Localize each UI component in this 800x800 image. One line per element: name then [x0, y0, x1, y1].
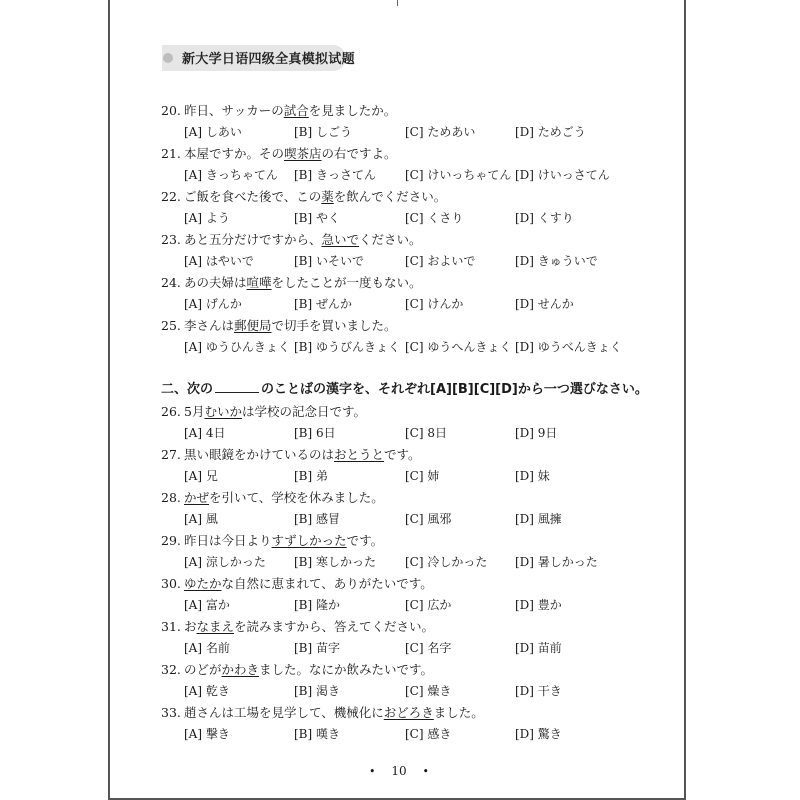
question-stem [161, 447, 421, 463]
top-crop-mark [397, 0, 398, 6]
question-stem [161, 318, 397, 334]
answer-option: [D] 干き [515, 684, 562, 698]
answer-option: [C] 広か [405, 598, 452, 612]
underlined-word: 試合 [283, 103, 309, 118]
answer-option: [B] 6日 [294, 426, 336, 440]
question-text-after: を見ましたか。 [308, 103, 397, 118]
underlined-word: なまえ [196, 619, 235, 634]
question-number: 20. [161, 103, 181, 118]
question-text-before: あと五分だけですから、 [184, 232, 322, 247]
answer-option: [A] 乾き [184, 684, 230, 698]
answer-option: [B] 感冒 [294, 512, 340, 526]
answer-option: [C] けんか [405, 297, 464, 311]
answer-option: [A] よう [184, 211, 230, 225]
answer-option: [C] 名字 [405, 641, 452, 655]
answer-option: [D] くすり [515, 211, 574, 225]
answer-option: [C] 冷しかった [405, 555, 488, 569]
answer-option: [B] 嘆き [294, 727, 340, 741]
question-number: 24. [161, 275, 181, 290]
answer-option: [D] 驚き [515, 727, 562, 741]
answer-option: [D] 9日 [515, 426, 558, 440]
answer-option: [A] しあい [184, 125, 242, 139]
question-text-before: ご飯を食べた後で、この [184, 189, 322, 204]
answer-option: [C] 姉 [405, 469, 440, 483]
question-stem [161, 275, 422, 291]
question-stem [161, 146, 397, 162]
answer-option: [D] 苗前 [515, 641, 562, 655]
answer-option: [D] 風擁 [515, 512, 562, 526]
question-text-after: の右ですよ。 [321, 146, 397, 161]
answer-option: [C] 風邪 [405, 512, 452, 526]
answer-option: [B] 隆か [294, 598, 340, 612]
question-text-before: 昨日、サッカーの [184, 103, 284, 118]
answer-option: [A] 涼しかった [184, 555, 266, 569]
answer-option: [B] 弟 [294, 469, 328, 483]
question-number: 30. [161, 576, 181, 591]
question-text-after: で切手を買いました。 [271, 318, 397, 333]
footer-bullet-right: • [422, 765, 429, 778]
answer-option: [A] 富か [184, 598, 230, 612]
answer-option: [D] きゅういで [515, 254, 598, 268]
exam-page [108, 0, 686, 800]
answer-option: [C] くさり [405, 211, 464, 225]
answer-option: [A] ゆうひんきょく [184, 340, 290, 354]
question-stem [161, 533, 383, 549]
underlined-word: 喫茶店 [284, 146, 322, 161]
answer-option: [B] ゆうびんきょく [294, 340, 400, 354]
answer-option: [A] 撃き [184, 727, 230, 741]
question-number: 21. [161, 146, 181, 161]
answer-option: [A] きっちゃてん [184, 168, 278, 182]
underlined-word: 郵便局 [234, 318, 272, 333]
question-text-after: をしたことが一度もない。 [271, 275, 422, 290]
answer-option: [D] 暑しかった [515, 555, 598, 569]
question-stem [161, 490, 384, 506]
question-stem [161, 619, 434, 635]
question-text-after: を読みますから、答えてください。 [234, 619, 435, 634]
answer-option: [C] 8日 [405, 426, 447, 440]
answer-option: [D] せんか [515, 297, 574, 311]
answer-option: [A] げんか [184, 297, 242, 311]
question-number: 28. [161, 490, 181, 505]
answer-option: [B] いそいで [294, 254, 364, 268]
header-bullet-icon [163, 53, 173, 63]
underlined-word: おとうと [334, 447, 385, 462]
page-title: 新大学日语四级全真模拟试题 [182, 52, 355, 67]
question-text-after: ください。 [359, 232, 422, 247]
answer-option: [B] しごう [294, 125, 352, 139]
answer-option: [A] はやいで [184, 254, 254, 268]
question-number: 23. [161, 232, 181, 247]
question-text-before: 昨日は今日より [184, 533, 272, 548]
answer-option: [C] けいっちゃてん [405, 168, 512, 182]
underlined-word: おどろき [383, 705, 434, 720]
question-text-after: は学校の記念日です。 [241, 404, 366, 419]
section-prefix: 二、次の [161, 382, 214, 397]
question-text-after: な自然に恵まれて、ありがたいです。 [221, 576, 433, 591]
question-text-before: 李さんは [184, 318, 235, 333]
underlined-word: 喧嘩 [246, 275, 272, 290]
question-stem [161, 576, 433, 592]
underlined-word: 急いで [321, 232, 360, 247]
question-text-after: を引いて、学校を休みました。 [209, 490, 384, 505]
question-number: 26. [161, 404, 181, 419]
section-heading [161, 378, 648, 397]
answer-option: [C] およいで [405, 254, 476, 268]
question-number: 25. [161, 318, 181, 333]
question-text-before: お [184, 619, 197, 634]
question-number: 27. [161, 447, 181, 462]
answer-option: [A] 4日 [184, 426, 226, 440]
question-number: 29. [161, 533, 181, 548]
answer-option: [C] 燥き [405, 684, 452, 698]
question-text-before: 本屋ですか。その [184, 146, 285, 161]
page-number: 10 [391, 764, 407, 778]
question-number: 33. [161, 705, 181, 720]
answer-option: [A] 風 [184, 512, 218, 526]
answer-option: [D] けいっさてん [515, 168, 610, 182]
answer-option: [B] やく [294, 211, 340, 225]
question-number: 32. [161, 662, 181, 677]
answer-option: [B] 寒しかった [294, 555, 376, 569]
answer-option: [C] 感き [405, 727, 452, 741]
question-number: 22. [161, 189, 181, 204]
answer-option: [B] ぜんか [294, 297, 352, 311]
answer-option: [D] ためごう [515, 125, 586, 139]
answer-option: [D] ゆうべんきょく [515, 340, 622, 354]
question-stem [161, 662, 433, 678]
underlined-word: すずしかった [271, 533, 347, 548]
answer-option: [A] 名前 [184, 641, 230, 655]
question-text-after: ました。なにか飲みたいです。 [259, 662, 434, 677]
blank-line [215, 380, 259, 393]
question-text-after: ました。 [433, 705, 484, 720]
question-text-after: を飲んでください。 [333, 189, 447, 204]
section-suffix: のことばの漢字を、それぞれ[A][B][C][D]から一つ選びなさい。 [261, 382, 648, 397]
answer-option: [D] 妹 [515, 469, 550, 483]
question-number: 31. [161, 619, 181, 634]
question-text-before: 黒い眼鏡をかけているのは [184, 447, 335, 462]
underlined-word: かぜ [184, 490, 210, 505]
question-stem [161, 103, 396, 119]
question-stem [161, 189, 446, 205]
question-text-before: のどが [184, 662, 222, 677]
underlined-word: ゆたか [184, 576, 222, 591]
page-footer [110, 764, 688, 778]
answer-option: [B] 渇き [294, 684, 340, 698]
question-text-after: です。 [384, 447, 421, 462]
answer-option: [D] 豊か [515, 598, 562, 612]
footer-bullet-left: • [369, 765, 376, 778]
question-stem [161, 404, 366, 420]
question-stem [161, 705, 484, 721]
underlined-word: むいか [204, 404, 242, 419]
underlined-word: 薬 [321, 189, 334, 204]
question-text-before: 5月 [184, 404, 205, 419]
question-text-before: あの夫婦は [184, 275, 247, 290]
answer-option: [C] ゆうへんきょく [405, 340, 512, 354]
underlined-word: かわき [221, 662, 260, 677]
answer-option: [A] 兄 [184, 469, 218, 483]
question-text-before: 趙さんは工場を見学して、機械化に [184, 705, 384, 720]
question-stem [161, 232, 422, 248]
answer-option: [B] きっさてん [294, 168, 376, 182]
answer-option: [B] 苗字 [294, 641, 340, 655]
answer-option: [C] ためあい [405, 125, 476, 139]
question-text-after: です。 [346, 533, 384, 548]
